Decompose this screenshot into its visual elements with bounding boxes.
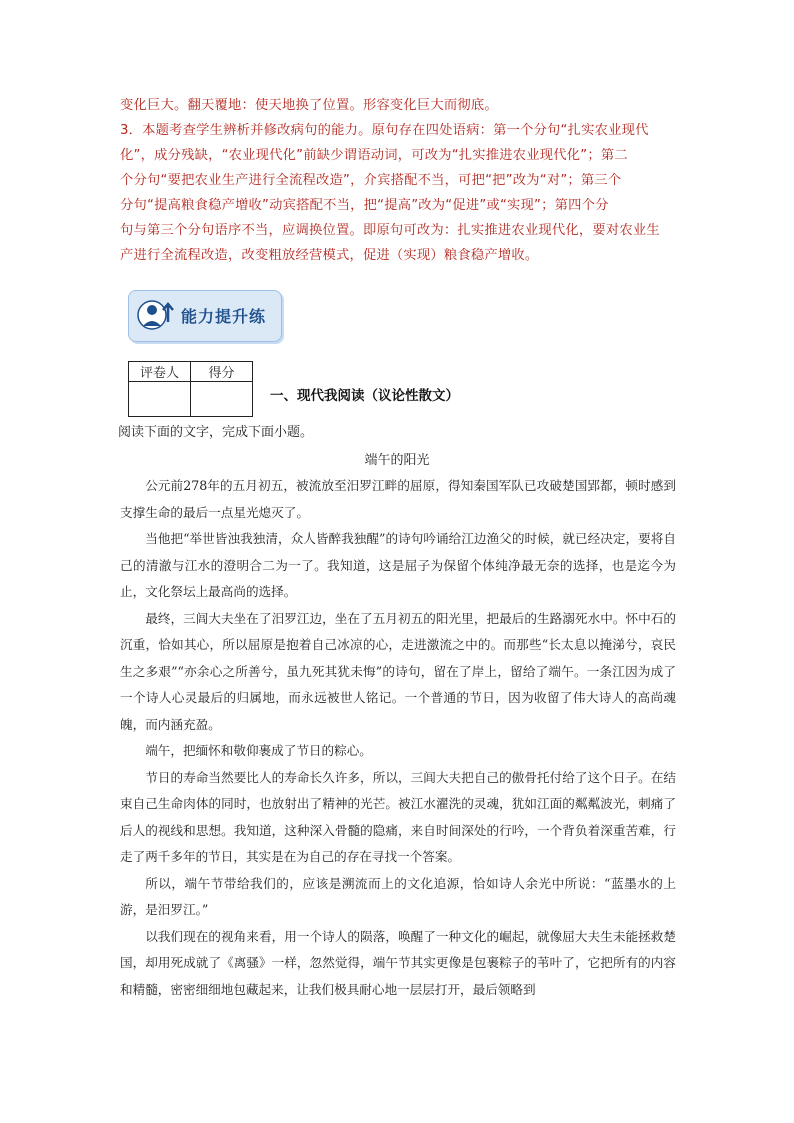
section-title: 一、现代我阅读（议论性散文）: [270, 388, 459, 404]
passage-paragraph: 公元前278年的五月初五，被流放至汨罗江畔的屈原，得知秦国军队已攻破楚国郢都，顿时感到支撑生命的最后一点星光熄灭了。: [120, 478, 676, 520]
answer-line: 变化巨大。翻天覆地：使天地换了位置。形容变化巨大而彻底。: [120, 98, 498, 113]
passage-paragraph: 所以，端午节带给我们的，应该是溯流而上的文化追源，恰如诗人余光中所说：“蓝墨水的上游，是汨罗江。”: [120, 875, 676, 917]
score-table-cell: [191, 382, 253, 417]
score-table: [128, 361, 253, 417]
score-table-header: 评卷人: [129, 362, 191, 382]
answer-line: 个分句“要把农业生产进行全流程改造”，介宾搭配不当，可把“把”改为“对”；第三个: [120, 173, 622, 188]
student-arrow-up-icon: [137, 296, 175, 334]
section-badge-label: 能力提升练: [181, 307, 267, 326]
passage-paragraph: 当他把“举世皆浊我独清，众人皆醉我独醒”的诗句吟诵给江边渔父的时候，就已经决定，要将自己的清澈与江水的澄明合二为一了。我知道，这是屈子为保留个体纯净最无奈的选择，也是迄今为止，文化祭坛上最高尚的选择。: [120, 531, 676, 599]
answer-line: 化”，成分残缺，“农业现代化”前缺少谓语动词，可改为“扎实推进农业现代化”；第二: [120, 148, 628, 163]
answer-explanation: [120, 93, 676, 268]
instruction: 阅读下面的文字，完成下面小题。: [118, 425, 314, 440]
passage-paragraph: 最终，三闾大夫坐在了汨罗江边，坐在了五月初五的阳光里，把最后的生路溺死水中。怀中石的沉重，恰如其心，所以屈原是抱着自己冰凉的心，走进激流之中的。而那些“长太息以掩涕兮，哀民生之多艰”“亦余心之所善兮，虽九死其犹未悔”的诗句，留在了岸上，留给了端午。一条江因为成了一个诗人心灵最后的归属地，而永远被世人铭记。一个普通的节日，因为收留了伟大诗人的高尚魂魄，而内涵充盈。: [120, 610, 676, 732]
passage-body: [120, 473, 676, 1003]
passage-title: 端午的阳光: [364, 453, 430, 468]
answer-line: 句与第三个分句语序不当，应调换位置。即原句可改为：扎实推进农业现代化，要对农业生: [120, 223, 660, 238]
answer-line: 3．本题考查学生辨析并修改病句的能力。原句存在四处语病：第一个分句“扎实农业现代: [120, 123, 649, 138]
answer-line: 分句“提高粮食稳产增收”动宾搭配不当，把“提高”改为“促进”或“实现”；第四个分: [120, 198, 609, 213]
section-badge: [128, 290, 282, 342]
passage-paragraph: 以我们现在的视角来看，用一个诗人的陨落，唤醒了一种文化的崛起，就像屈大夫生未能拯救楚国，却用死成就了《离骚》一样，忽然觉得，端午节其实更像是包裹粽子的苇叶了，它把所有的内容和精髓，密密细细地包藏起来，让我们极具耐心地一层层打开，最后领略到: [120, 928, 676, 997]
passage-paragraph: 端午，把缅怀和敬仰裹成了节日的粽心。: [145, 743, 372, 758]
answer-line: 产进行全流程改造，改变粗放经营模式，促进（实现）粮食稳产增收。: [120, 248, 539, 263]
passage-paragraph: 节日的寿命当然要比人的寿命长久许多，所以，三闾大夫把自己的傲骨托付给了这个日子。在结束自己生命肉体的同时，也放射出了精神的光芒。被江水濯洗的灵魂，犹如江面的粼粼波光，刺痛了后人的视线和思想。我知道，这种深入骨髓的隐痛，来自时间深处的行吟，一个背负着深重苦难，行走了两千多年的节日，其实是在为自己的存在寻找一个答案。: [120, 769, 676, 864]
score-table-cell: [129, 382, 191, 417]
score-table-header: 得分: [191, 362, 253, 382]
